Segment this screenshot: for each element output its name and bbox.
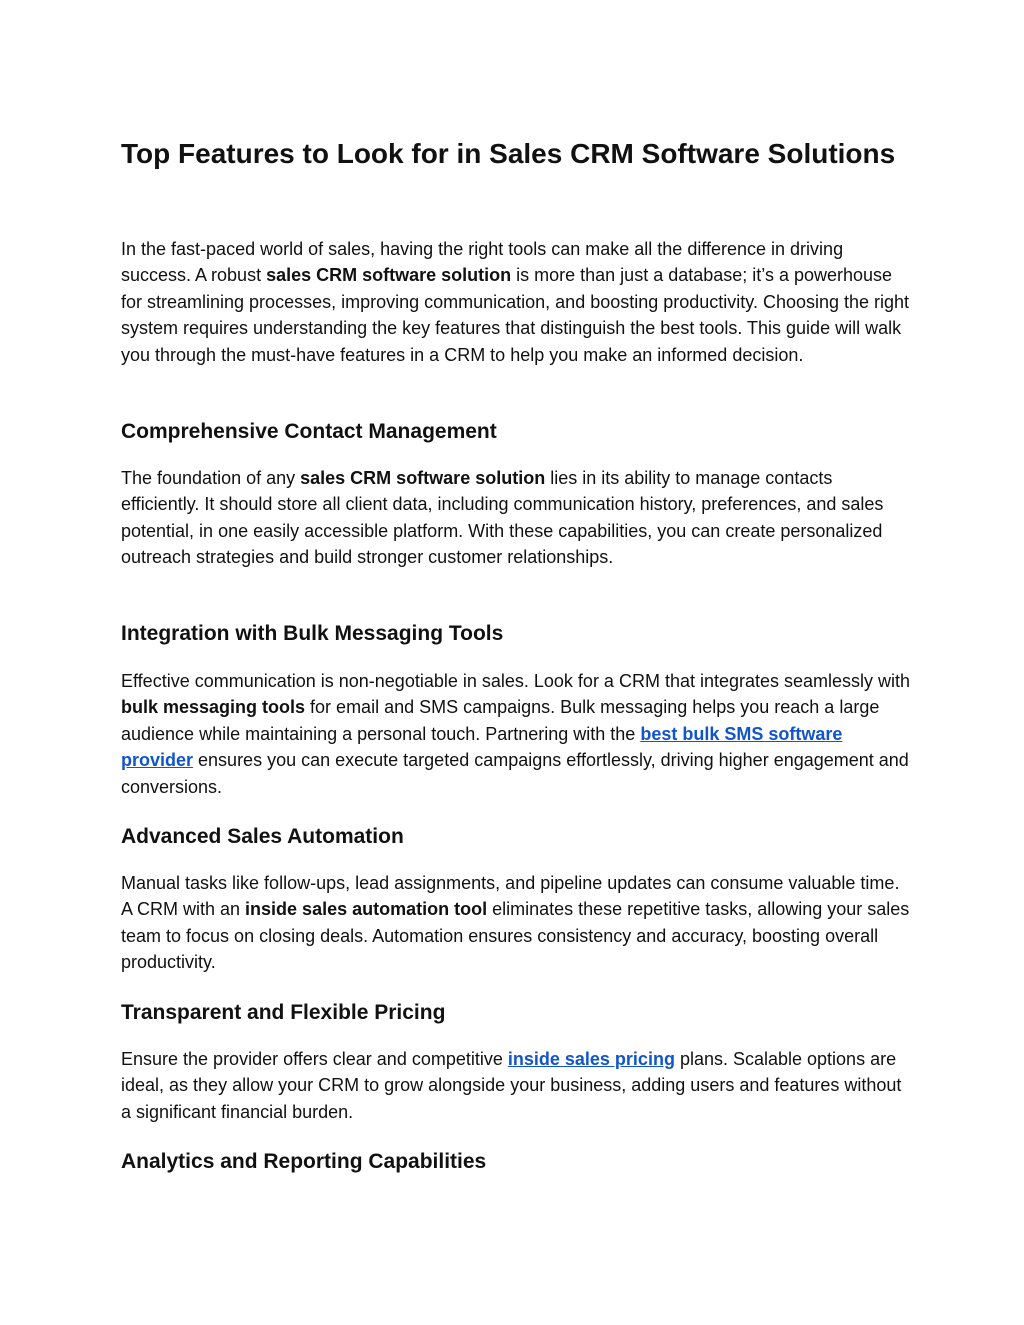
contact-bold: sales CRM software solution: [300, 468, 546, 488]
heading-bulk-messaging: Integration with Bulk Messaging Tools: [121, 622, 504, 645]
bulk-text-1: Effective communication is non-negotiable in sales. Look for a CRM that integrates seamlessly with: [121, 671, 911, 691]
intro-paragraph: [121, 236, 911, 368]
automation-text-2: eliminates these repetitive tasks, allowing your sales team to focus on closing deals. Automation ensures consistency and accuracy, boosting overall productivity.: [121, 899, 910, 973]
heading-sales-automation: Advanced Sales Automation: [121, 825, 404, 848]
heading-pricing: Transparent and Flexible Pricing: [121, 1001, 446, 1024]
bulk-text-3: ensures you can execute targeted campaigns effortlessly, driving higher engagement and conversions.: [121, 750, 909, 797]
pricing-text-1: Ensure the provider offers clear and competitive: [121, 1049, 508, 1069]
automation-text-1: Manual tasks like follow-ups, lead assignments, and pipeline updates can consume valuable time. A CRM with an: [121, 873, 900, 920]
heading-analytics: Analytics and Reporting Capabilities: [121, 1150, 487, 1173]
pricing-paragraph: [121, 1046, 911, 1125]
contact-management-paragraph: [121, 465, 911, 571]
best-bulk-sms-link[interactable]: best bulk SMS software provider: [121, 723, 843, 771]
inside-sales-pricing-link[interactable]: inside sales pricing: [507, 1049, 675, 1069]
sales-automation-paragraph: [121, 870, 911, 976]
intro-bold: sales CRM software solution: [266, 265, 512, 286]
intro-text-1: In the fast-paced world of sales, having the right tools can make all the difference in driving success. A robust: [121, 239, 844, 286]
heading-contact-management: Comprehensive Contact Management: [121, 420, 497, 443]
pricing-text-2: plans. Scalable options are ideal, as they allow your CRM to grow alongside your business, adding users and features without a significant financial burden.: [121, 1049, 902, 1122]
intro-text-2: is more than just a database; it’s a powerhouse for streamlining processes, improving communication, and boosting productivity. Choosing the right system requires understanding the key features that distinguish the best tools. This guide will walk you through the must-have features in a CRM to help you make an informed decision.: [121, 265, 910, 365]
contact-text-1: The foundation of any: [121, 468, 301, 488]
bulk-text-2: for email and SMS campaigns. Bulk messaging helps you reach a large audience while maintaining a personal touch. Partnering with the: [121, 697, 880, 744]
automation-bold: inside sales automation tool: [245, 899, 488, 920]
contact-text-2: lies in its ability to manage contacts efficiently. It should store all client data, including communication history, preferences, and sales potential, in one easily accessible platform. With these capabilities, you can create personalized outreach strategies and build stronger customer relationships.: [121, 468, 884, 568]
bulk-messaging-paragraph: [121, 668, 911, 800]
page-title: Top Features to Look for in Sales CRM Software Solutions: [121, 138, 896, 169]
bulk-bold: bulk messaging tools: [121, 697, 306, 718]
